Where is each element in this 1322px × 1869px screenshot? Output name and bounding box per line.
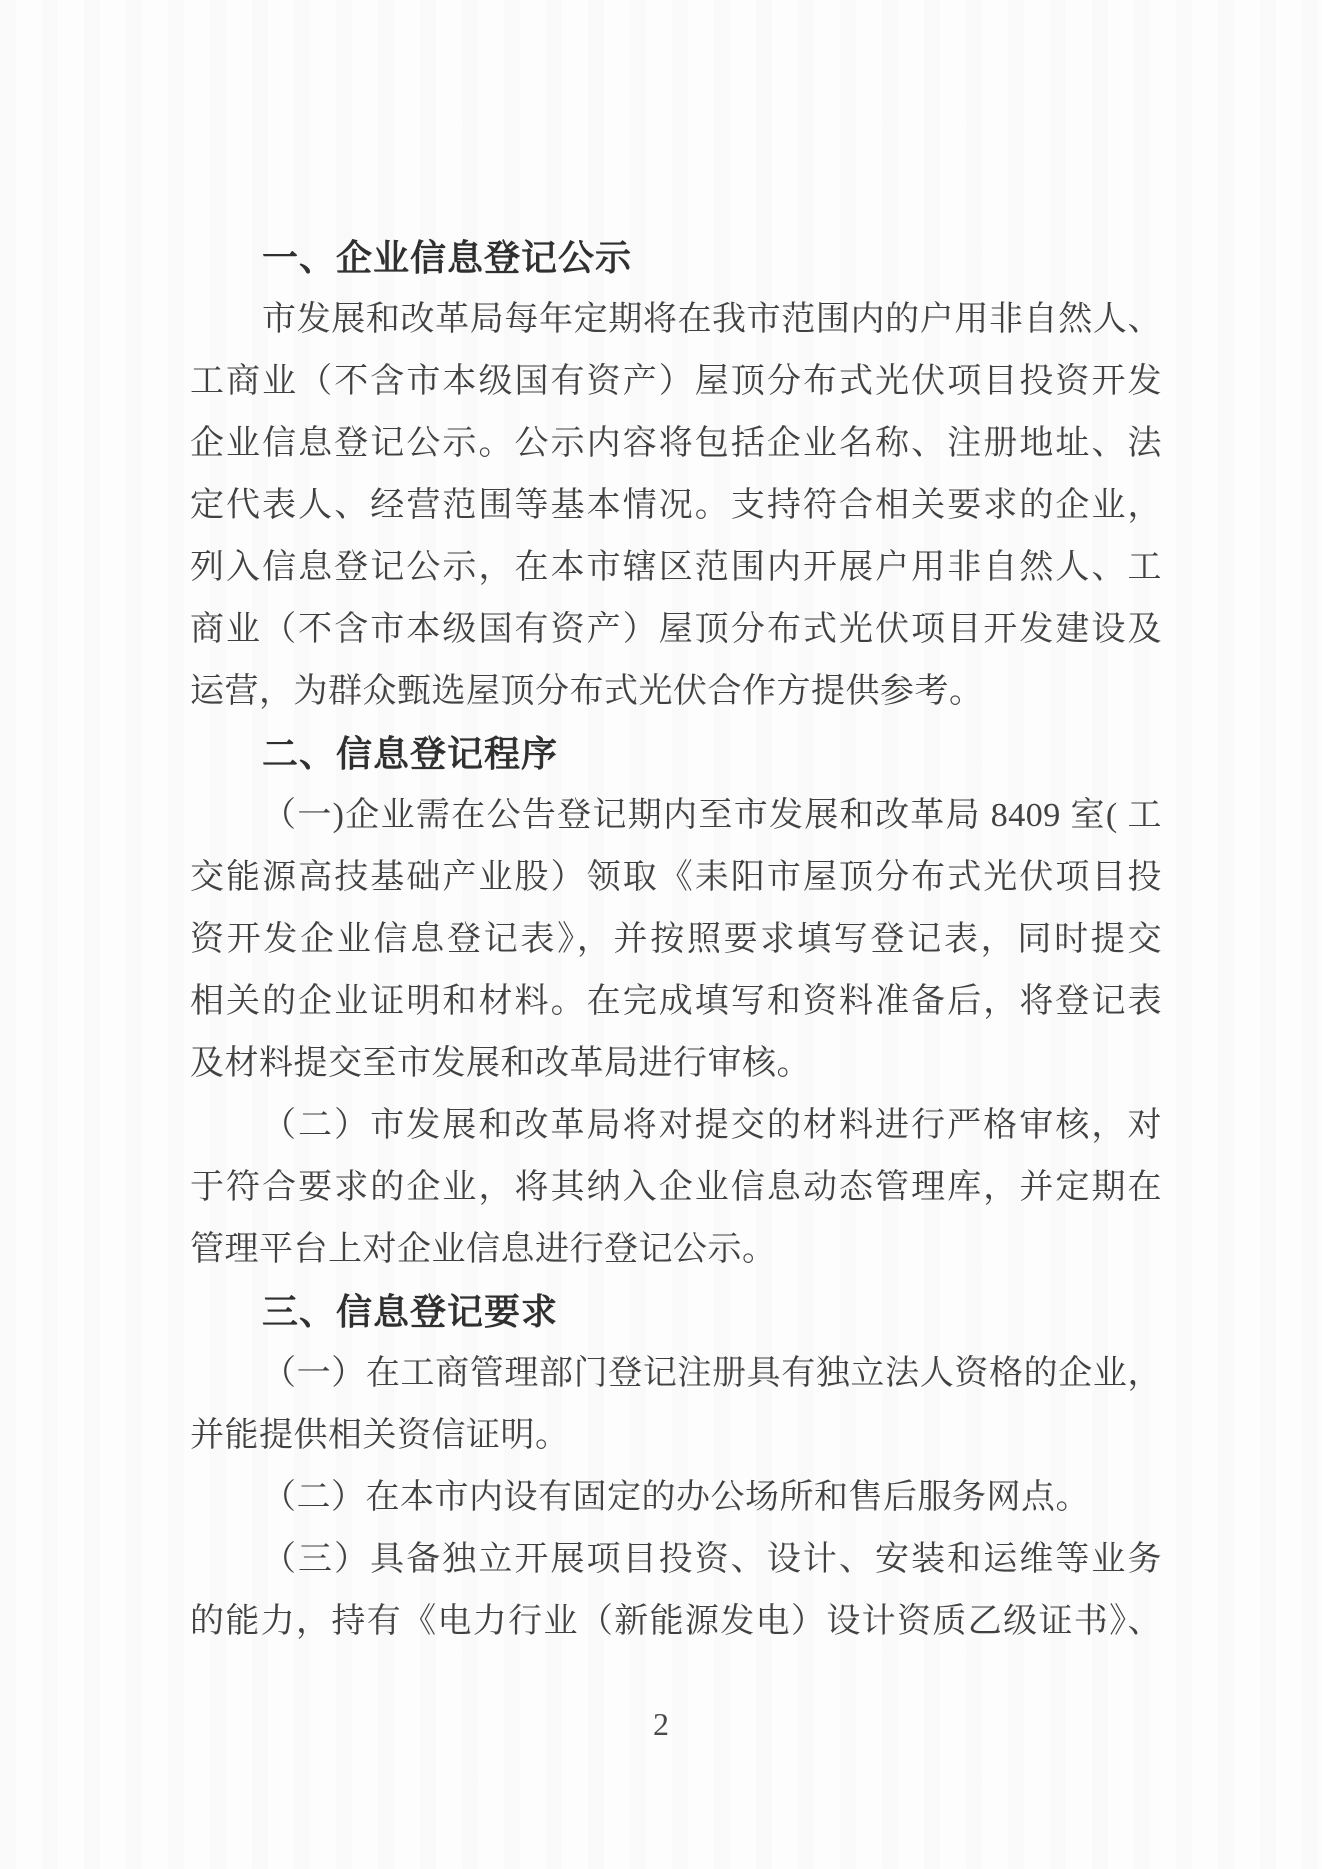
paragraph-2-line-3: 资开发企业信息登记表》，并按照要求填写登记表，同时提交 <box>190 921 1162 958</box>
paragraph-1-line-3: 企业信息登记公示。公示内容将包括企业名称、注册地址、法 <box>190 425 1162 462</box>
document-body <box>190 227 1162 1653</box>
section-heading-1: 一、企业信息登记公示 <box>262 237 633 278</box>
paragraph-3-line-1: （二）市发展和改革局将对提交的材料进行严格审核，对 <box>262 1107 1162 1144</box>
paragraph-2-line-2: 交能源高技基础产业股）领取《耒阳市屋顶分布式光伏项目投 <box>190 859 1162 896</box>
paragraph-6-line-1: （三）具备独立开展项目投资、设计、安装和运维等业务 <box>262 1541 1162 1578</box>
paragraph-2-line-4: 相关的企业证明和材料。在完成填写和资料准备后，将登记表 <box>190 983 1162 1020</box>
paragraph-2-line-5: 及材料提交至市发展和改革局进行审核。 <box>190 1045 811 1082</box>
paragraph-4-line-2: 并能提供相关资信证明。 <box>190 1417 570 1454</box>
paragraph-4-line-1: （一）在工商管理部门登记注册具有独立法人资格的企业， <box>262 1355 1162 1392</box>
paragraph-2-line-1: （一)企业需在公告登记期内至市发展和改革局 8409 室( 工 <box>262 797 1162 834</box>
paragraph-1-line-4: 定代表人、经营范围等基本情况。支持符合相关要求的企业， <box>190 487 1162 524</box>
paragraph-1-line-6: 商业（不含市本级国有资产）屋顶分布式光伏项目开发建设及 <box>190 611 1162 648</box>
paragraph-1-line-7: 运营，为群众甄选屋顶分布式光伏合作方提供参考。 <box>190 673 984 710</box>
paragraph-3-line-3: 管理平台上对企业信息进行登记公示。 <box>190 1231 777 1268</box>
section-heading-2: 二、信息登记程序 <box>262 733 559 774</box>
section-heading-3: 三、信息登记要求 <box>262 1291 559 1332</box>
paragraph-5-line-1: （二）在本市内设有固定的办公场所和售后服务网点。 <box>262 1479 1090 1516</box>
paragraph-1-line-1: 市发展和改革局每年定期将在我市范围内的户用非自然人、 <box>262 301 1162 338</box>
paragraph-1-line-2: 工商业（不含市本级国有资产）屋顶分布式光伏项目投资开发 <box>190 363 1162 400</box>
page-number: 2 <box>653 1706 669 1742</box>
paragraph-1-line-5: 列入信息登记公示，在本市辖区范围内开展户用非自然人、工 <box>190 549 1162 586</box>
paragraph-3-line-2: 于符合要求的企业，将其纳入企业信息动态管理库，并定期在 <box>190 1169 1162 1206</box>
paragraph-6-line-2: 的能力，持有《电力行业（新能源发电）设计资质乙级证书》、 <box>190 1603 1162 1640</box>
